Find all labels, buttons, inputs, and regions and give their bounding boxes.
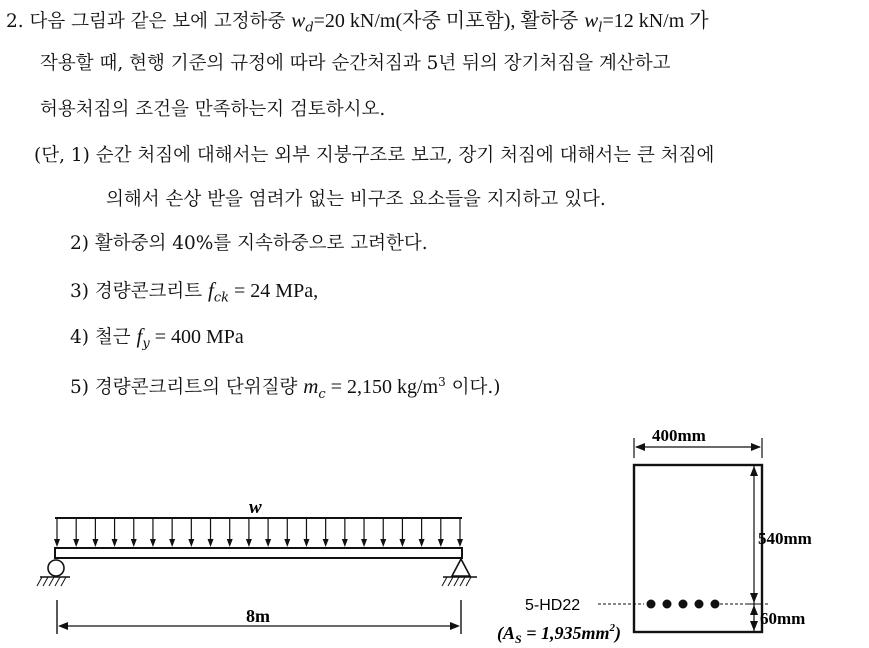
- load-arrow-head: [188, 539, 194, 547]
- area-close: ): [614, 623, 621, 643]
- condition-5-end: 이다.): [445, 377, 501, 399]
- load-arrow-head: [419, 539, 425, 547]
- load-arrow-head: [380, 539, 386, 547]
- bars-label: 5-HD22: [525, 597, 581, 614]
- problem-number: 2.: [6, 11, 24, 32]
- fck-subscript: ck: [213, 290, 230, 306]
- beam-diagram: [37, 497, 477, 634]
- dead-load-subscript: d: [305, 20, 314, 36]
- load-label: w: [249, 497, 262, 518]
- live-load-value: =12 kN/m 가: [602, 10, 709, 32]
- condition-5-label: 5) 경량콘크리트의 단위질량: [70, 377, 298, 399]
- problem-line-2: 작용할 때, 현행 기준의 규정에 따라 순간처짐과 5년 뒤의 장기처짐을 계산하고: [40, 53, 671, 74]
- load-arrow-head: [92, 539, 98, 547]
- depth-label: 540mm: [758, 529, 812, 548]
- cover-label: 60mm: [760, 609, 806, 628]
- mc-symbol: m: [303, 374, 319, 399]
- load-arrow-head: [303, 539, 309, 547]
- right-ground-hatch: [442, 577, 471, 586]
- fy-symbol: f: [136, 324, 143, 348]
- load-arrow-head: [150, 539, 156, 547]
- rebar-5: [711, 600, 720, 609]
- rebar-2: [663, 600, 672, 609]
- load-arrow-head: [399, 539, 405, 547]
- load-arrow-head: [169, 539, 175, 547]
- fck-value: = 24 MPa,: [229, 280, 319, 302]
- load-arrow-head: [227, 539, 233, 547]
- problem-line-3: 허용처짐의 조건을 만족하는지 검토하시오.: [40, 99, 386, 120]
- span-dimension: [57, 600, 461, 634]
- live-load-symbol: w: [584, 8, 599, 32]
- condition-1b: 의해서 손상 받을 염려가 없는 비구조 요소들을 지지하고 있다.: [106, 189, 606, 210]
- load-arrow-head: [246, 539, 252, 547]
- fck-symbol: f: [208, 278, 214, 302]
- width-label: 400mm: [652, 426, 706, 445]
- load-arrow-head: [265, 539, 271, 547]
- left-ground-hatch: [37, 577, 66, 586]
- mc-subscript: c: [318, 386, 326, 402]
- dead-load-value: =20 kN/m(자중 미포함), 활하중: [313, 10, 579, 32]
- rebar-4: [695, 600, 704, 609]
- load-arrows: [54, 518, 463, 547]
- load-arrow-head: [131, 539, 137, 547]
- pin-support-right: [442, 559, 477, 586]
- area-value: = 1,935mm: [521, 623, 610, 643]
- dead-load-symbol: w: [291, 8, 306, 32]
- live-load-subscript: l: [598, 20, 603, 36]
- load-arrow-head: [284, 539, 290, 547]
- condition-4-label: 4) 철근: [70, 327, 131, 348]
- section-diagram: [497, 426, 812, 646]
- condition-2: 2) 활하중의 40%를 지속하중으로 고려한다.: [70, 233, 428, 254]
- load-arrow-head: [54, 539, 60, 547]
- load-arrow-head: [73, 539, 79, 547]
- problem-text-1a: 다음 그림과 같은 보에 고정하중: [29, 11, 286, 32]
- load-arrow-head: [342, 539, 348, 547]
- condition-1a: (단, 1) 순간 처짐에 대해서는 외부 지붕구조로 보고, 장기 처짐에 대해서는 큰 처짐에: [34, 145, 715, 166]
- load-arrow-head: [457, 539, 463, 547]
- mc-value: = 2,150 kg/m: [325, 376, 439, 399]
- beam-body: [55, 548, 462, 558]
- span-label: 8m: [246, 606, 270, 626]
- roller-circle: [48, 560, 64, 576]
- load-arrow-head: [323, 539, 329, 547]
- pin-triangle: [452, 559, 470, 576]
- rebar-1: [647, 600, 656, 609]
- fy-value: = 400 MPa: [149, 326, 244, 348]
- fy-subscript: y: [142, 336, 150, 352]
- area-superscript: 2: [609, 622, 615, 634]
- area-subscript: S: [515, 632, 522, 646]
- area-open: (A: [497, 623, 515, 643]
- load-arrow-head: [112, 539, 118, 547]
- load-arrow-head: [361, 539, 367, 547]
- pin-support-left: [37, 560, 70, 586]
- load-arrow-head: [208, 539, 214, 547]
- rebar-3: [679, 600, 688, 609]
- condition-3-label: 3) 경량콘크리트: [70, 281, 203, 302]
- load-arrow-head: [438, 539, 444, 547]
- mc-superscript: 3: [438, 375, 446, 389]
- area-label: [497, 622, 621, 646]
